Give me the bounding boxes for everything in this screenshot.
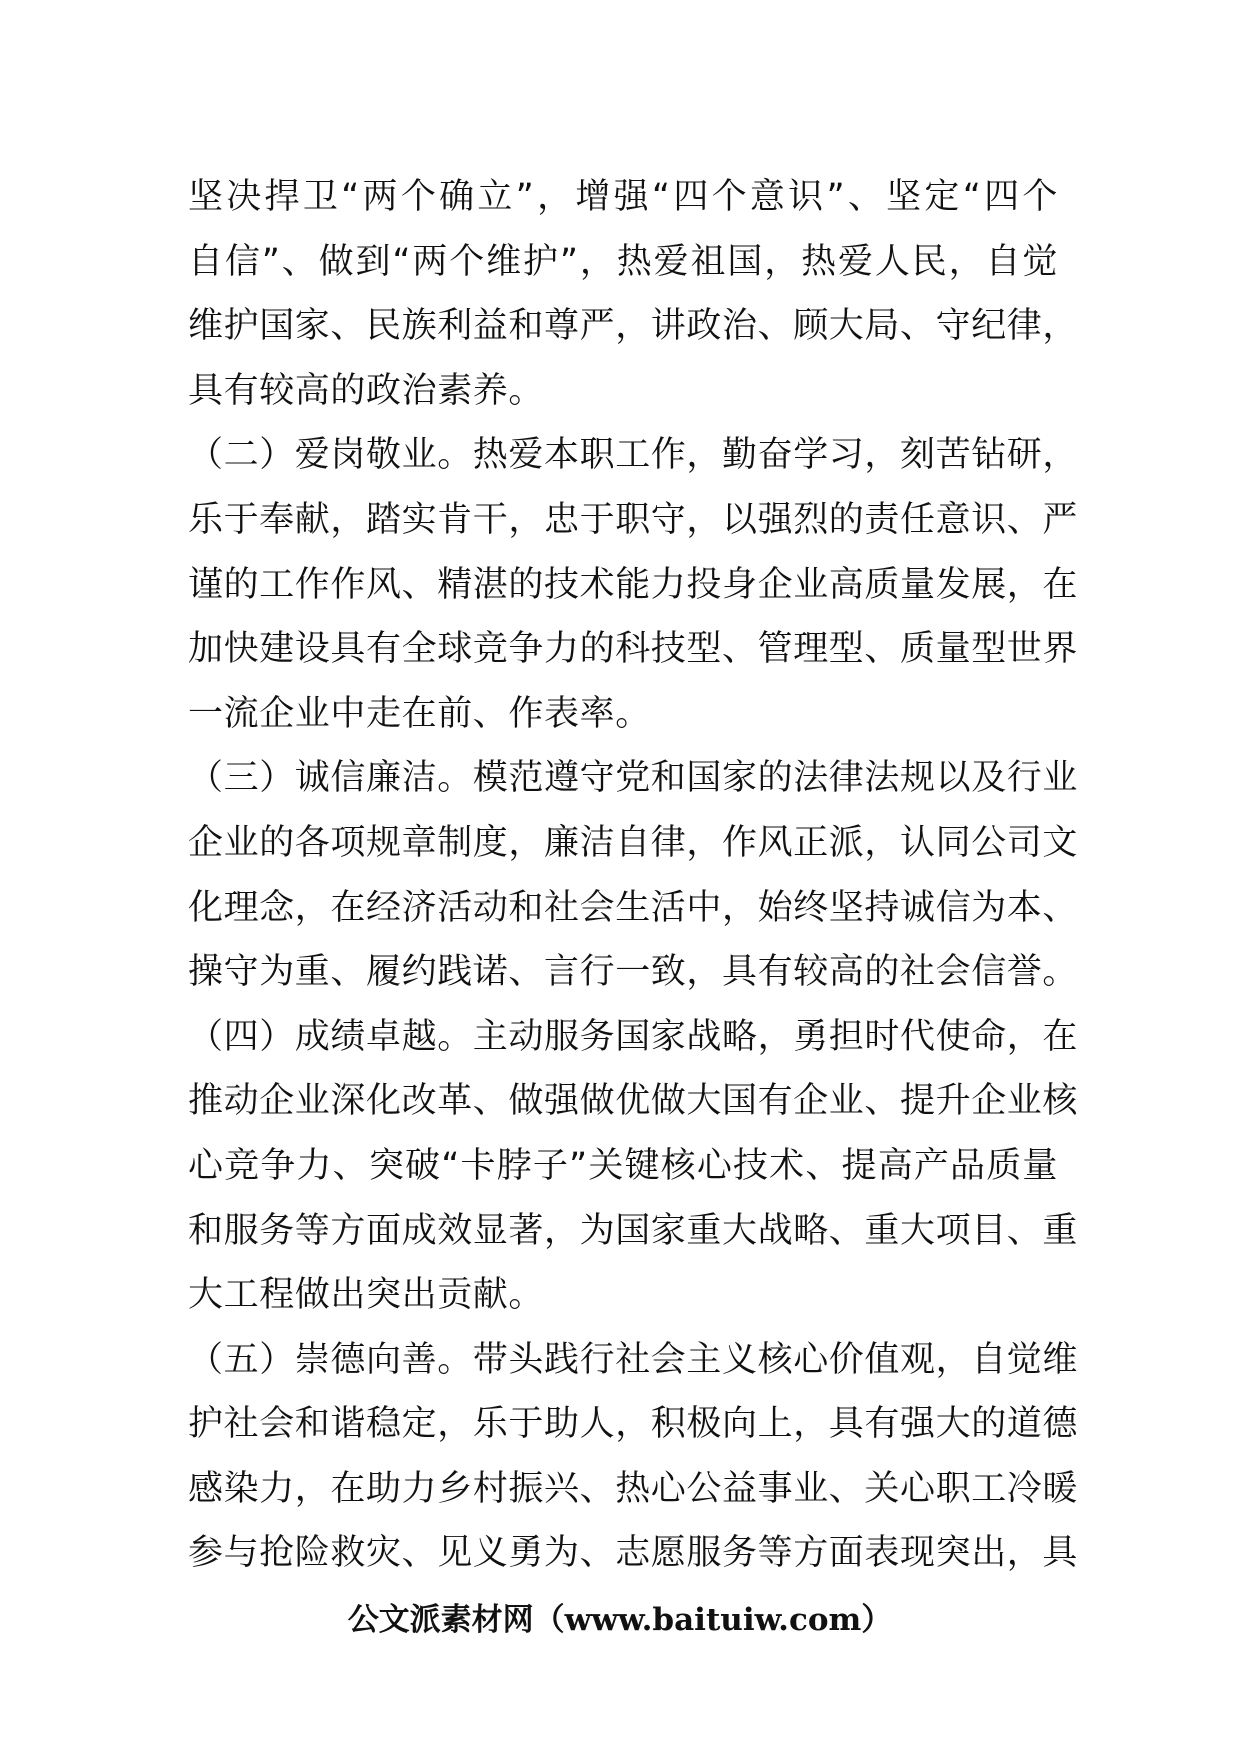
text-line: 参与抢险救灾、见义勇为、志愿服务等方面表现突出，具 [188,1533,1079,1574]
text-line: （四）成绩卓越。主动服务国家战略，勇担时代使命，在 [188,1016,1079,1057]
text-line: 自信”、做到“两个维护”，热爱祖国，热爱人民，自觉 [188,241,1058,282]
footer-watermark: 公文派素材网（www.baituiw.com） [347,1602,893,1638]
text-line: 大工程做出突出贡献。 [188,1275,545,1316]
text-line: 和服务等方面成效显著，为国家重大战略、重大项目、重 [188,1210,1079,1251]
text-line: 心竞争力、突破“卡脖子”关键核心技术、提高产品质量 [188,1145,1058,1186]
text-line: 谨的工作作风、精湛的技术能力投身企业高质量发展，在 [188,564,1079,605]
text-line: 加快建设具有全球竞争力的科技型、管理型、质量型世界 [188,629,1079,670]
text-line: （五）崇德向善。带头践行社会主义核心价值观，自觉维 [188,1339,1079,1380]
text-line: （二）爱岗敬业。热爱本职工作，勤奋学习，刻苦钻研， [188,435,1079,476]
text-line: 维护国家、民族利益和尊严，讲政治、顾大局、守纪律， [188,306,1079,347]
text-line: 具有较高的政治素养。 [188,370,545,411]
text-line: 化理念，在经济活动和社会生活中，始终坚持诚信为本、 [188,887,1079,928]
text-line: （三）诚信廉洁。模范遵守党和国家的法律法规以及行业 [188,758,1079,799]
document-body [188,165,1079,1586]
text-line: 感染力，在助力乡村振兴、热心公益事业、关心职工冷暖 [188,1468,1079,1509]
text-line: 企业的各项规章制度，廉洁自律，作风正派，认同公司文 [188,822,1079,863]
text-line: 推动企业深化改革、做强做优做大国有企业、提升企业核 [188,1081,1079,1122]
text-line: 护社会和谐稳定，乐于助人，积极向上，具有强大的道德 [188,1404,1079,1445]
text-line: 坚决捍卫“两个确立”，增强“四个意识”、坚定“四个 [188,177,1058,217]
text-line: 乐于奉献，踏实肯干，忠于职守，以强烈的责任意识、严 [188,499,1079,540]
text-line: 一流企业中走在前、作表率。 [188,693,651,734]
text-line: 操守为重、履约践诺、言行一致，具有较高的社会信誉。 [188,952,1079,993]
